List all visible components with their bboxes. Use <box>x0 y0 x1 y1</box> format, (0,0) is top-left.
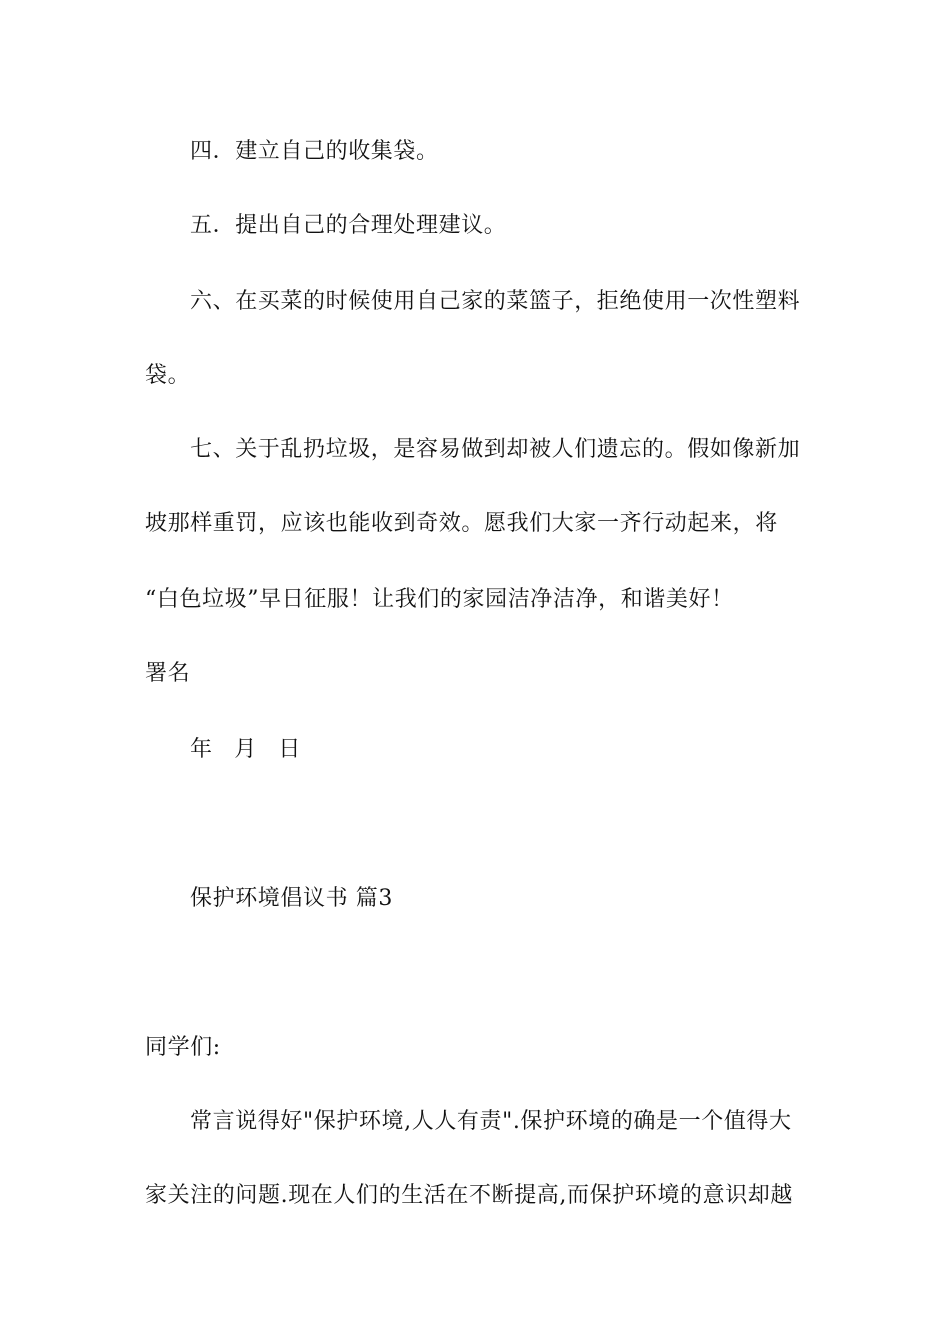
item-7-line-1: 七、关于乱扔垃圾，是容易做到却被人们遗忘的。假如像新加 <box>190 437 801 462</box>
date-month: 月 <box>234 737 257 762</box>
section-title: 保护环境倡议书 篇3 <box>190 886 393 911</box>
item-4: 四．建立自己的收集袋。 <box>190 139 439 164</box>
salutation: 同学们: <box>145 1035 221 1060</box>
item-5: 五．提出自己的合理处理建议。 <box>190 213 507 238</box>
body-line-1: 常言说得好"保护环境,人人有责".保护环境的确是一个值得大 <box>190 1109 792 1134</box>
body-line-2: 家关注的问题.现在人们的生活在不断提高,而保护环境的意识却越 <box>145 1183 793 1208</box>
item-6-line-1: 六、在买菜的时候使用自己家的菜篮子，拒绝使用一次性塑料 <box>190 289 801 314</box>
date-line <box>190 736 855 764</box>
date-year: 年 <box>190 737 213 762</box>
item-7-line-2: 坡那样重罚，应该也能收到奇效。愿我们大家一齐行动起来，将 <box>145 511 778 536</box>
signature: 署名 <box>145 661 191 686</box>
date-day: 日 <box>278 737 302 762</box>
item-7-line-3: “白色垃圾”早日征服！让我们的家园洁净洁净，和谐美好！ <box>145 587 734 612</box>
item-6-line-2: 袋。 <box>145 363 191 388</box>
